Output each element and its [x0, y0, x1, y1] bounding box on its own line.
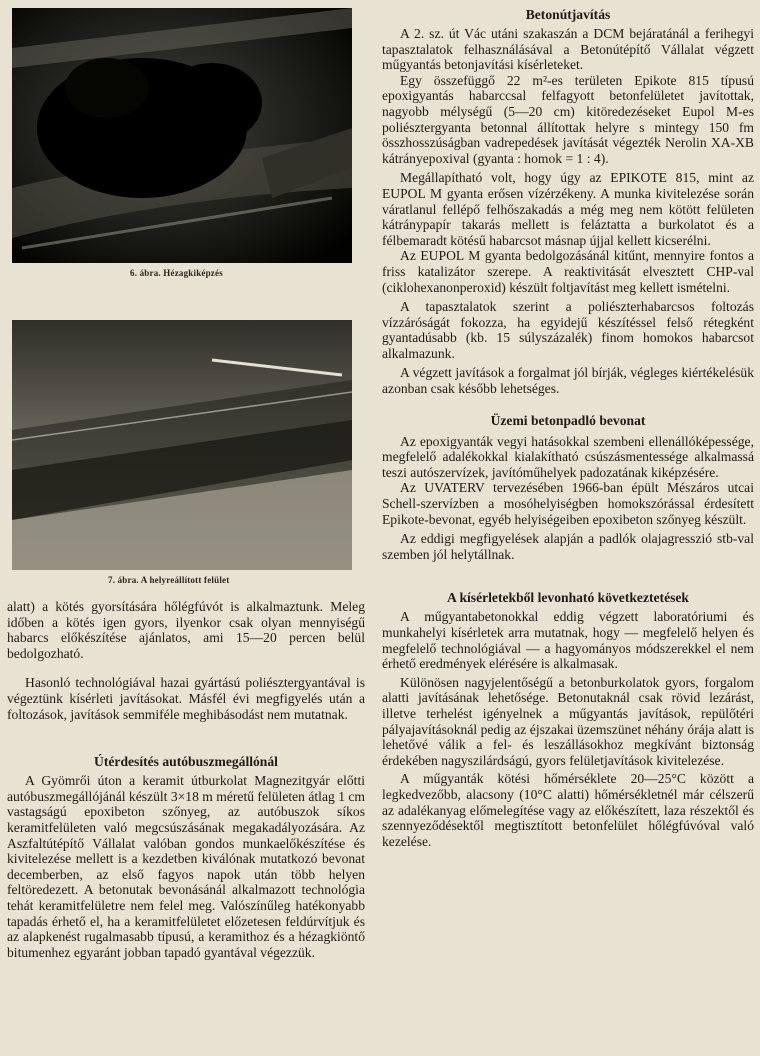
- left-column: [7, 599, 365, 960]
- paragraph-concrete-3: Megállapítható volt, hogy úgy az EPIKOTE 815, mint az EUPOL M gyanta erősen vízérzékeny. A munka kivitelezése során váratlanul fellépő felhőszakadás a még meg nem kötött felületen kátránypapír takarás mellett is feláztatta a burkolatot és a félbemaradt kötésű habarcsot másnap újjal kellett kicserélni.: [382, 170, 754, 248]
- paragraph-concrete-6: A végzett javítások a forgalmat jól bírják, végleges kiértékelésük azonban csak később lehetséges.: [382, 365, 754, 397]
- joint-forming-photo: [12, 8, 352, 263]
- figure-6-caption: 6. ábra. Hézagkiképzés: [130, 268, 223, 278]
- right-column: [382, 7, 754, 849]
- paragraph-continuation: alatt) a kötés gyorsítására hőlégfúvót is alkalmaztunk. Meleg időben a kötés igen gyors, ilyenkor csak olyan mennyiségű habarcs előkészítése ajánlatos, ami 15—20 percen belül bedolgozható.: [7, 599, 365, 661]
- paragraph-conclusion-3: A műgyanták kötési hőmérséklete 20—25°C között a legkedvezőbb, alacsony (10°C alatti) hőmérsékletnél már célszerű az adalékanyag előmelegítése vagy az előkészített, laza részektől és szennyeződésektől megtisztított betonfelület hőlégfúvóval való kezelése.: [382, 771, 754, 849]
- paragraph-similar-technology: Hasonló technológiával hazai gyártású poliésztergyantával is végeztünk kísérleti javításokat. Másfél évi megfigyelés után a foltozások, javítások semmiféle meghibásodást nem mutatnak.: [7, 675, 365, 722]
- figure-7-photo: [12, 320, 352, 570]
- paragraph-floor-2: Az UVATERV tervezésében 1966-ban épült Mészáros utcai Schell-szervízben a mosóhelyiségben homokszórással érdesített Epikote-bevonat, egyéb helyiségeiben epoxibeton szőnyeg készült.: [382, 480, 754, 527]
- heading-factory-floor: Üzemi betonpadló bevonat: [490, 412, 646, 428]
- paragraph-conclusion-2: Különösen nagyjelentőségű a betonburkolatok gyors, forgalom alatti javításának lehetősége. Betonutaknál csak rövid lezárást, illetve terhelést igényelnek a műgyantás javítások, repülőtéri pályajavításoknál pedig az éjszakai üzemszünet néhány órája alatt is lehetővé válik a fel- és leszállásokhoz megkívánt biztonság érdekében nagyszilárdságú, gyors felületjavítások kivitelezése.: [382, 674, 754, 768]
- heading-conclusions: A kísérletekből levonható következtetések: [446, 590, 689, 606]
- figure-7-caption: 7. ábra. A helyreállított felület: [108, 575, 230, 585]
- paragraph-concrete-2: Egy összefüggő 22 m²-es területen Epikote 815 típusú epoxigyantás habarccsal felfagyott betonfelületet javítottak, nagyobb mélységű (5—20 cm) kitöredezéseket Eupol M-es poliésztergyanta betonnal állítottak helyre s mintegy 150 fm összhosszúságban vadrepedések javítását végezték Nerolin XA-XB kátrányepoxival (gyanta : homok = 1 : 4).: [382, 72, 754, 166]
- paragraph-bus-stop: A Gyömrői úton a keramit útburkolat Magnezitgyár előtti autóbuszmegállójánál készült 3×18 m méretű felületen átlag 1 cm vastagságú epoxibeton szőnyeg, az autóbuszok síkos keramitfelületen való megcsúszásának megakadályozására. Az Aszfaltútépítő Vállalat valóban gondos munkaelőkészítése és kivitelezése mellett is a kezdetben kiválónak mutatkozó bevonat decemberben, az első fagyos napok után több helyen feltöredezett. A betonutak bevonásánál alkalmazott technológia tehát keramitfelületre nem felel meg. Valószínűleg hatékonyabb tapadás érhető el, ha a keramitfelületet előzetesen feldúrvítjuk és az alapkenést rugalmasabb típusú, a keramithoz és a hézagkiöntő bitumenhez egyaránt jobban tapadó gyantával végezzük.: [7, 773, 365, 960]
- paragraph-conclusion-1: A műgyantabetonokkal eddig végzett laboratóriumi és munkahelyi kísérletek arra mutatnak, hogy — megfelelő helyen és megfelelő technológiával — a hagyományos módszerekkel el nem érhető eredmények elérésére is alkalmasak.: [382, 609, 754, 672]
- figure-6-photo: [12, 8, 352, 263]
- paragraph-concrete-5: A tapasztalatok szerint a poliészterhabarcsos foltozás vízzáróságát fokozza, ha egyidejű készítéssel felső rétegként gyantadúsabb (kb. 15 súlyszázalék) finom homokos habarcsot alkalmazunk.: [382, 299, 754, 361]
- paragraph-concrete-1: A 2. sz. út Vác utáni szakaszán a DCM bejáratánál a ferihegyi tapasztalatok felhasználásával a Betonútépítő Vállalat végzett műgyantás betonjavítási kísérleteket.: [382, 26, 754, 73]
- paragraph-floor-3: Az eddigi megfigyelések alapján a padlók olajagresszió stb-val szemben jól helytállnak.: [382, 531, 754, 562]
- paragraph-floor-1: Az epoxigyanták vegyi hatásokkal szembeni ellenállóképessége, megfelelő adalékokkal kialakítható csúszásmentessége alkalmassá teszi autószervízek, javítóműhelyek padozatának kiképzésére.: [382, 433, 754, 480]
- restored-surface-photo: [12, 320, 352, 570]
- paragraph-concrete-4: Az EUPOL M gyanta bedolgozásánál kitűnt, mennyire fontos a friss katalizátor szerepe. A reaktivitását elvesztett CHP-val (ciklohexanonperoxid) készült foltjavítást meg kellett ismételni.: [382, 248, 754, 295]
- heading-concrete-repair: Betonútjavítás: [525, 7, 611, 22]
- heading-bus-stop: Útérdesítés autóbuszmegállónál: [94, 754, 278, 770]
